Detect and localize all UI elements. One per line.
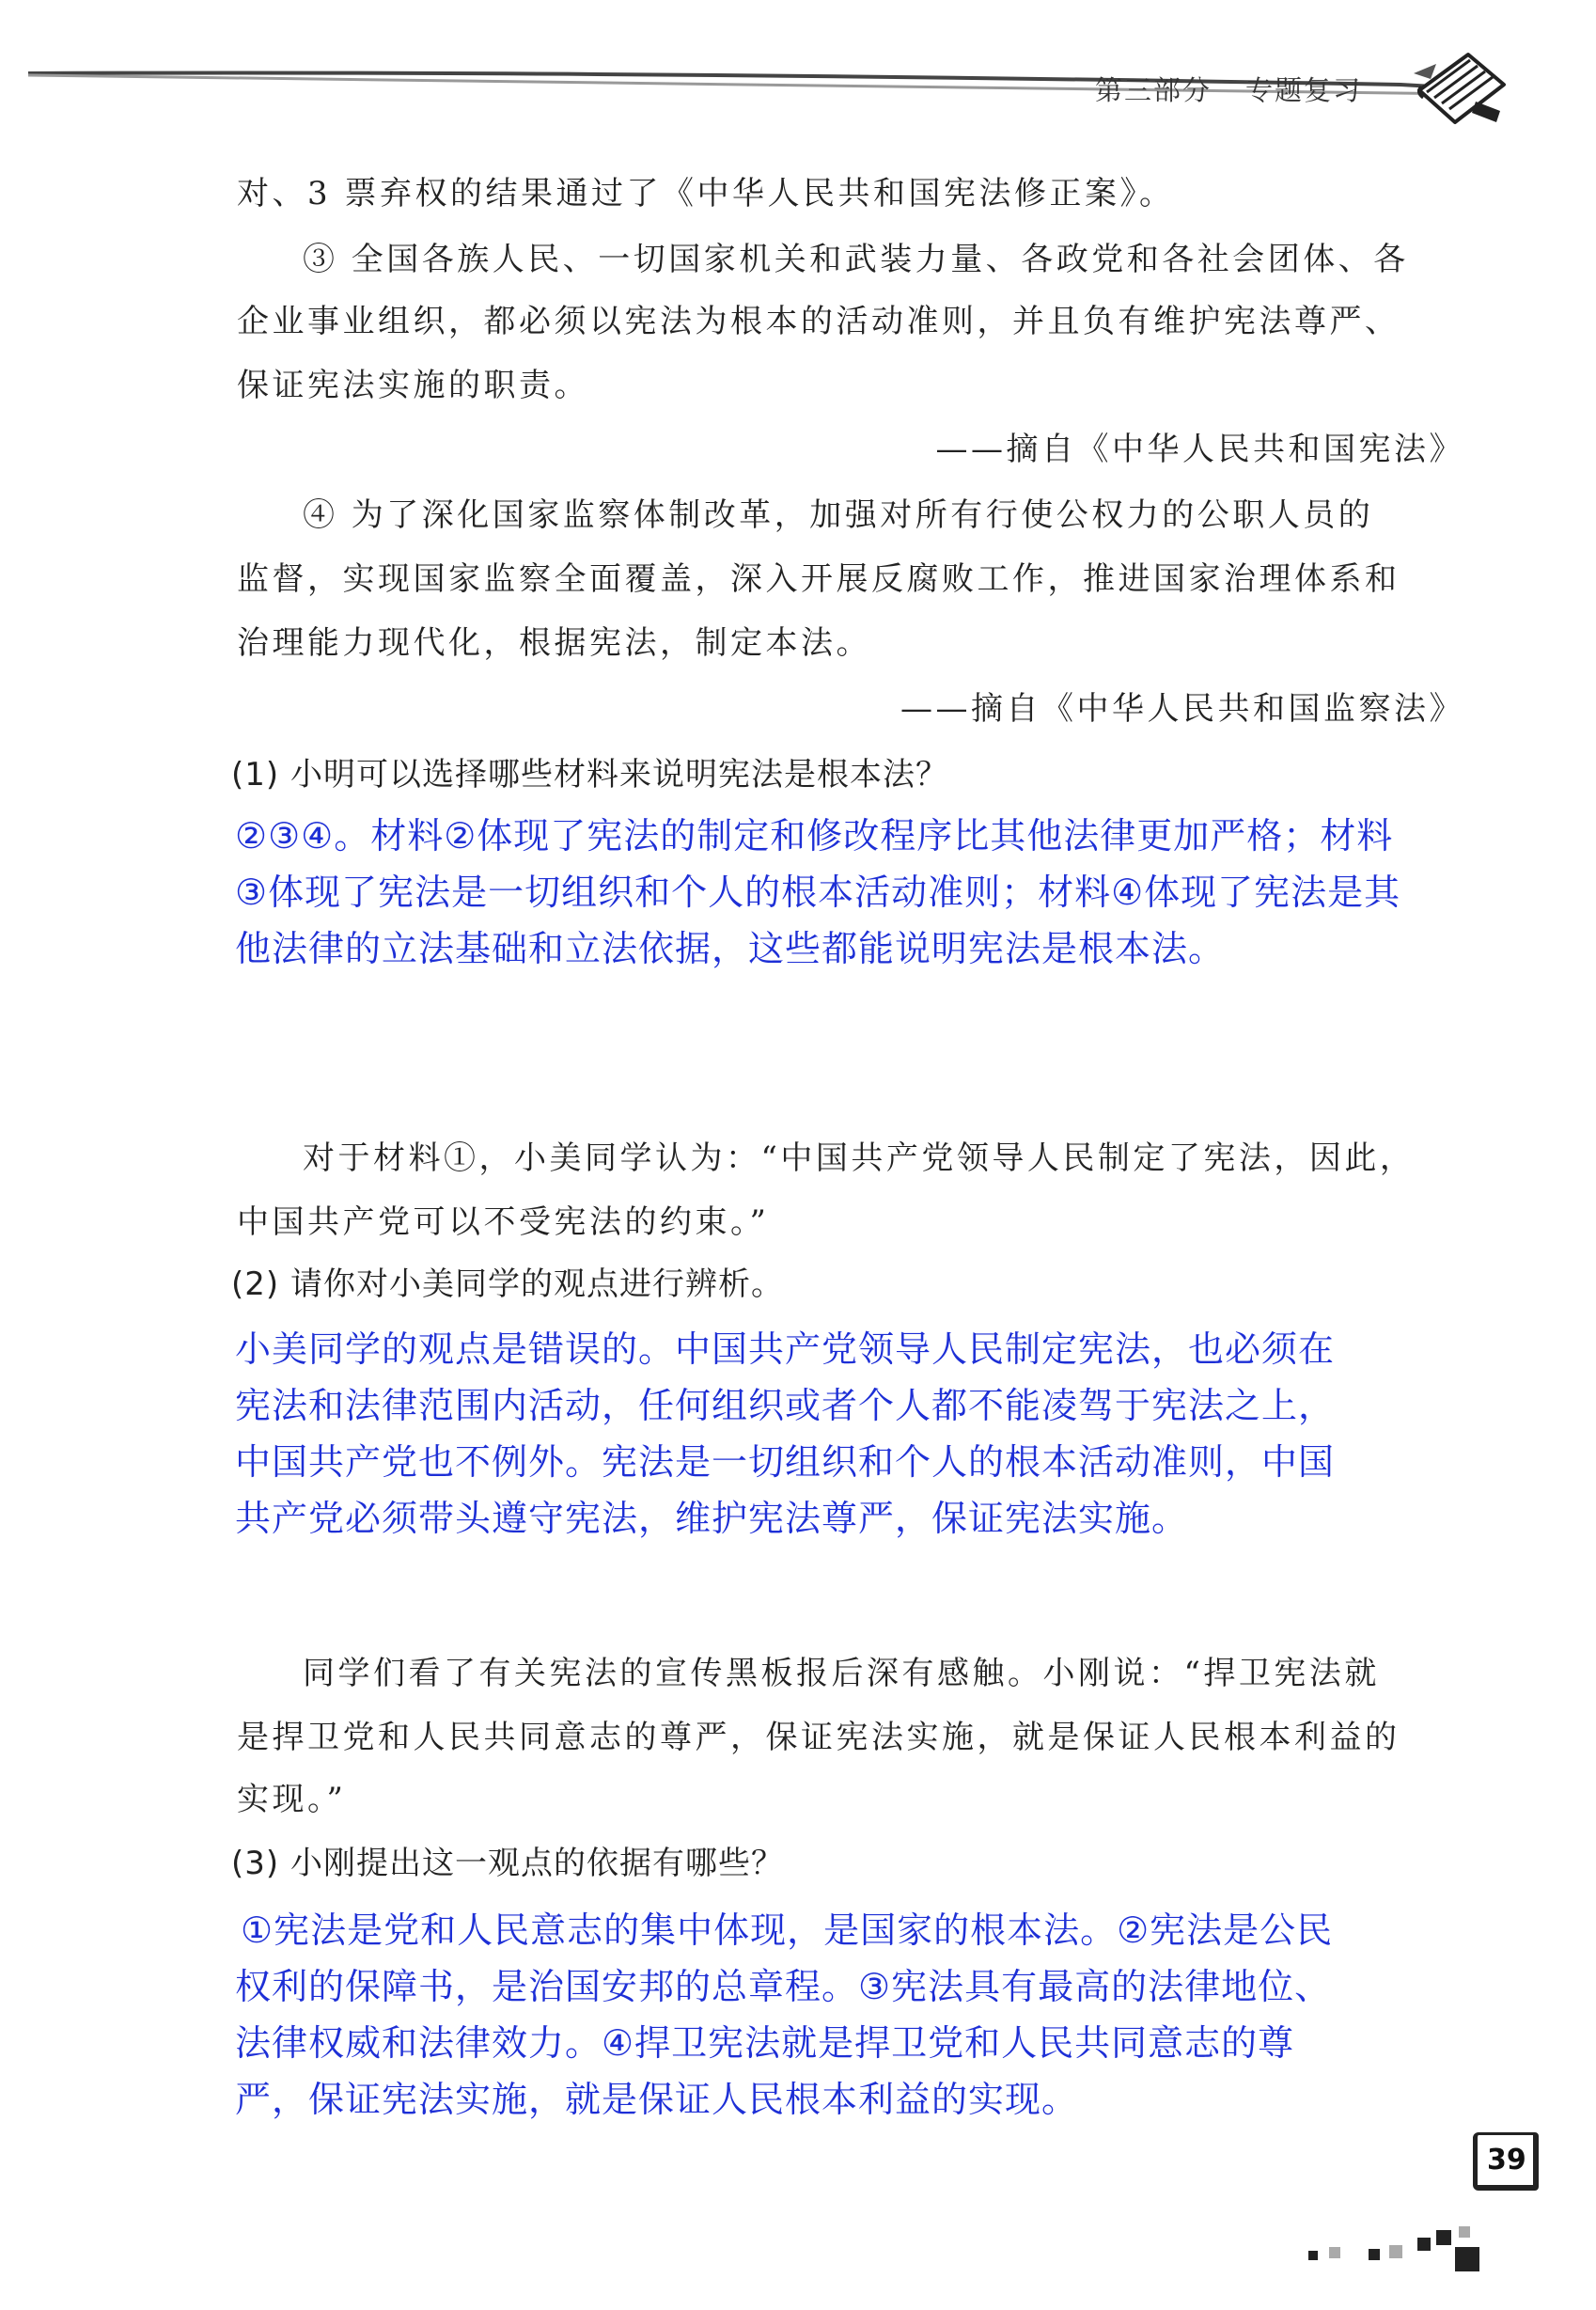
answer-3-line-2: 权利的保障书，是治国安邦的总章程。③宪法具有最高的法律地位、	[235, 1966, 1332, 2007]
question-1: (1) 小明可以选择哪些材料来说明宪法是根本法？	[231, 756, 948, 794]
material-3-line-2: 是捍卫党和人民共同意志的尊严，保证宪法实施，就是保证人民根本利益的	[237, 1719, 1400, 1756]
answer-2-line-2: 宪法和法律范围内活动，任何组织或者个人都不能凌驾于宪法之上，	[235, 1385, 1336, 1426]
body-line-8: 治理能力现代化，根据宪法，制定本法。	[237, 624, 871, 662]
page-number: 39	[1487, 2144, 1526, 2176]
answer-1-line-1: ②③④。材料②体现了宪法的制定和修改程序比其他法律更加严格；材料	[235, 815, 1394, 856]
answer-1-line-2: ③体现了宪法是一切组织和个人的根本活动准则；材料④体现了宪法是其	[235, 872, 1401, 913]
material-3-line-3: 实现。”	[237, 1781, 347, 1818]
body-line-6: ④ 为了深化国家监察体制改革，加强对所有行使公权力的公职人员的	[303, 496, 1374, 534]
notebook-pencil-icon	[1402, 36, 1515, 130]
source-citation-supervision: ——摘自《中华人民共和国监察法》	[900, 690, 1464, 728]
answer-1-line-3: 他法律的立法基础和立法依据，这些都能说明宪法是根本法。	[235, 928, 1226, 969]
material-3-line-1: 同学们看了有关宪法的宣传黑板报后深有感触。小刚说：“捍卫宪法就	[303, 1655, 1380, 1692]
answer-2-line-4: 共产党必须带头遵守宪法，维护宪法尊严，保证宪法实施。	[235, 1498, 1189, 1539]
body-line-3: 企业事业组织，都必须以宪法为根本的活动准则，并且负有维护宪法尊严、	[237, 303, 1400, 340]
question-2: (2) 请你对小美同学的观点进行辨析。	[231, 1265, 784, 1303]
answer-3-line-4: 严，保证宪法实施，就是保证人民根本利益的实现。	[235, 2079, 1079, 2120]
material-2-line-2: 中国共产党可以不受宪法的约束。”	[237, 1203, 770, 1241]
question-3: (3) 小刚提出这一观点的依据有哪些？	[231, 1845, 784, 1882]
material-2-line-1: 对于材料①，小美同学认为：“中国共产党领导人民制定了宪法，因此，	[303, 1139, 1416, 1177]
header-topic: 专题复习	[1245, 74, 1363, 106]
source-citation-constitution: ——摘自《中华人民共和国宪法》	[935, 431, 1464, 468]
answer-2-line-1: 小美同学的观点是错误的。中国共产党领导人民制定宪法，也必须在	[235, 1328, 1336, 1370]
body-line-2: ③ 全国各族人民、一切国家机关和武装力量、各政党和各社会团体、各	[303, 241, 1409, 278]
body-line-4: 保证宪法实施的职责。	[237, 367, 589, 404]
header-section-title	[1095, 70, 1362, 108]
body-line-7: 监督，实现国家监察全面覆盖，深入开展反腐败工作，推进国家治理体系和	[237, 560, 1400, 598]
answer-3-line-3: 法律权威和法律效力。④捍卫宪法就是捍卫党和人民共同意志的尊	[235, 2022, 1295, 2064]
answer-3-line-1: ①宪法是党和人民意志的集中体现，是国家的根本法。②宪法是公民	[241, 1909, 1334, 1951]
answer-2-line-3: 中国共产党也不例外。宪法是一切组织和个人的根本活动准则，中国	[235, 1441, 1336, 1483]
header-part: 第三部分	[1095, 74, 1213, 106]
body-line-1: 对、3 票弃权的结果通过了《中华人民共和国宪法修正案》。	[237, 175, 1175, 212]
